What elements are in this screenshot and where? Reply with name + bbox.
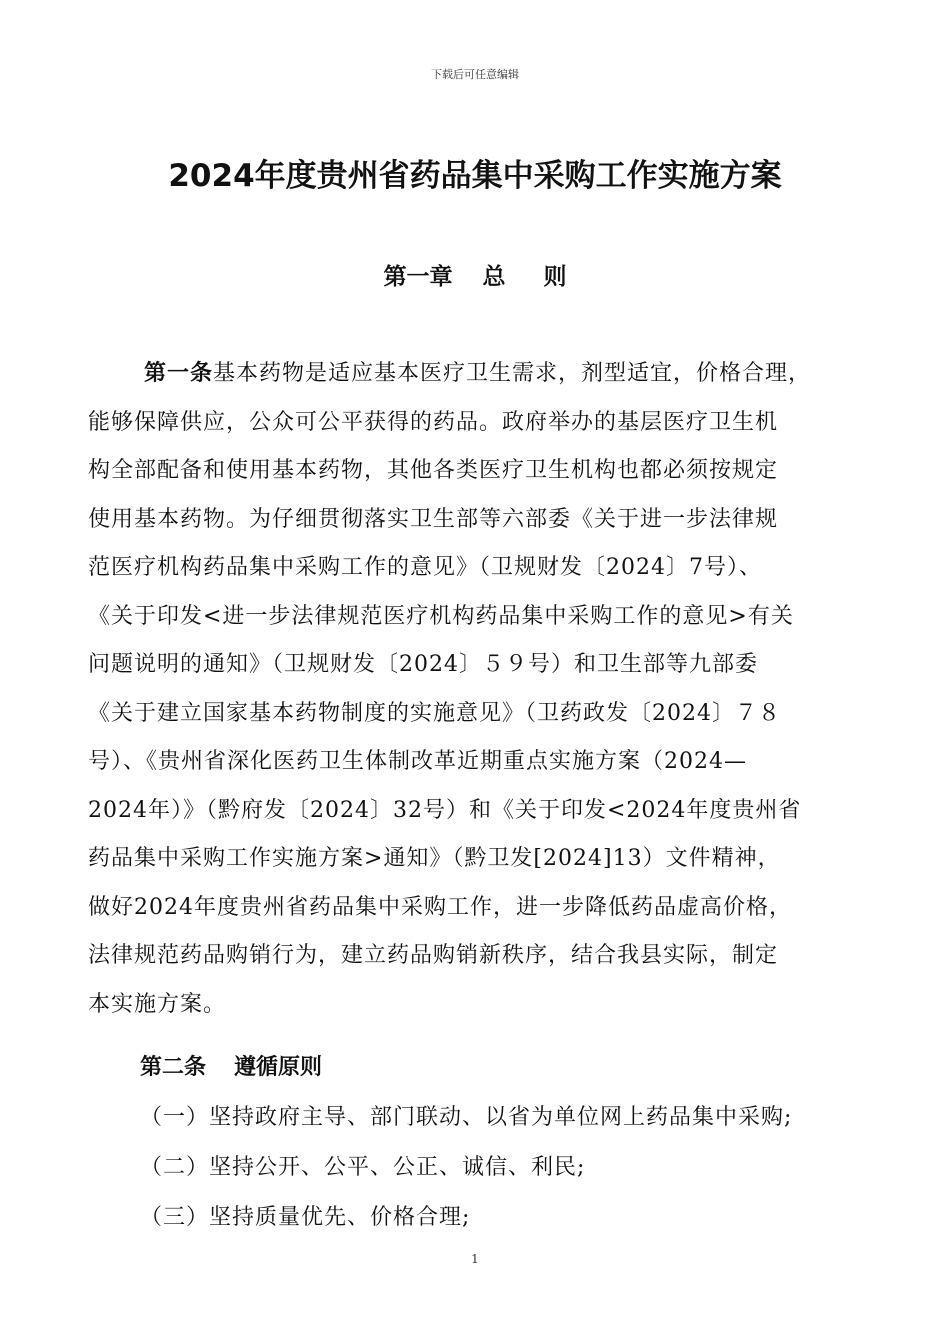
article-1-line-11: 做好2024年度贵州省药品集中采购工作，进一步降低药品虚高价格，	[88, 894, 792, 920]
article-2-heading	[140, 1050, 322, 1081]
article-1-line-2: 构全部配备和使用基本药物，其他各类医疗卫生机构也都必须按规定	[88, 458, 779, 483]
article-1-line-1: 能够保障供应，公众可公平获得的药品。政府举办的基层医疗卫生机	[88, 409, 779, 435]
chapter-title-char-2: 则	[543, 264, 567, 290]
article-1-line-8: 号）、《贵州省深化医药卫生体制改革近期重点实施方案（2024—	[88, 749, 747, 774]
chapter-number: 第一章	[383, 264, 453, 290]
document-title: 2024年度贵州省药品集中采购工作实施方案	[168, 158, 782, 194]
article-1-line-12: 法律规范药品购销行为，建立药品购销新秩序，结合我县实际，制定	[88, 943, 779, 968]
article-1-label: 第一条	[144, 361, 214, 386]
article-1-line-5: 《关于印发<进一步法律规范医疗机构药品集中采购工作的意见>有关	[88, 603, 794, 629]
page-number: 1	[471, 1252, 479, 1266]
article-1-line-3: 使用基本药物。为仔细贯彻落实卫生部等六部委《关于进一步法律规	[88, 506, 779, 532]
article-1-line-9: 2024年）》（黔府发〔2024〕32号）和《关于印发<2024年度贵州省	[88, 797, 802, 823]
article-2-title: 遵循原则	[234, 1055, 323, 1080]
principle-item: （三）坚持质量优先、价格合理;	[140, 1205, 471, 1230]
article-1-line-6: 问题说明的通知》（卫规财发〔2024〕５９号）和卫生部等九部委	[88, 652, 758, 677]
article-1-line-13: 本实施方案。	[88, 991, 227, 1017]
article-1-line-0: 第一条基本药物是适应基本医疗卫生需求，剂型适宜，价格合理，	[144, 361, 812, 386]
article-1-line-4: 范医疗机构药品集中采购工作的意见》（卫规财发〔2024〕7号）、	[88, 555, 762, 580]
article-1-line-10: 药品集中采购工作实施方案>通知》（黔卫发[2024]13）文件精神，	[88, 846, 781, 871]
chapter-heading	[0, 258, 950, 291]
article-1-body	[88, 350, 874, 1029]
chapter-title-char-1: 总	[482, 264, 506, 290]
principle-item: （一）坚持政府主导、部门联动、以省为单位网上药品集中采购;	[140, 1105, 793, 1130]
principle-item: （二）坚持公开、公平、公正、诚信、利民;	[140, 1155, 586, 1180]
article-2-label: 第二条	[140, 1055, 207, 1080]
page-header: 下载后可任意编辑	[431, 68, 519, 81]
article-1-line-7: 《关于建立国家基本药物制度的实施意见》（卫药政发〔2024〕７８	[88, 700, 781, 726]
